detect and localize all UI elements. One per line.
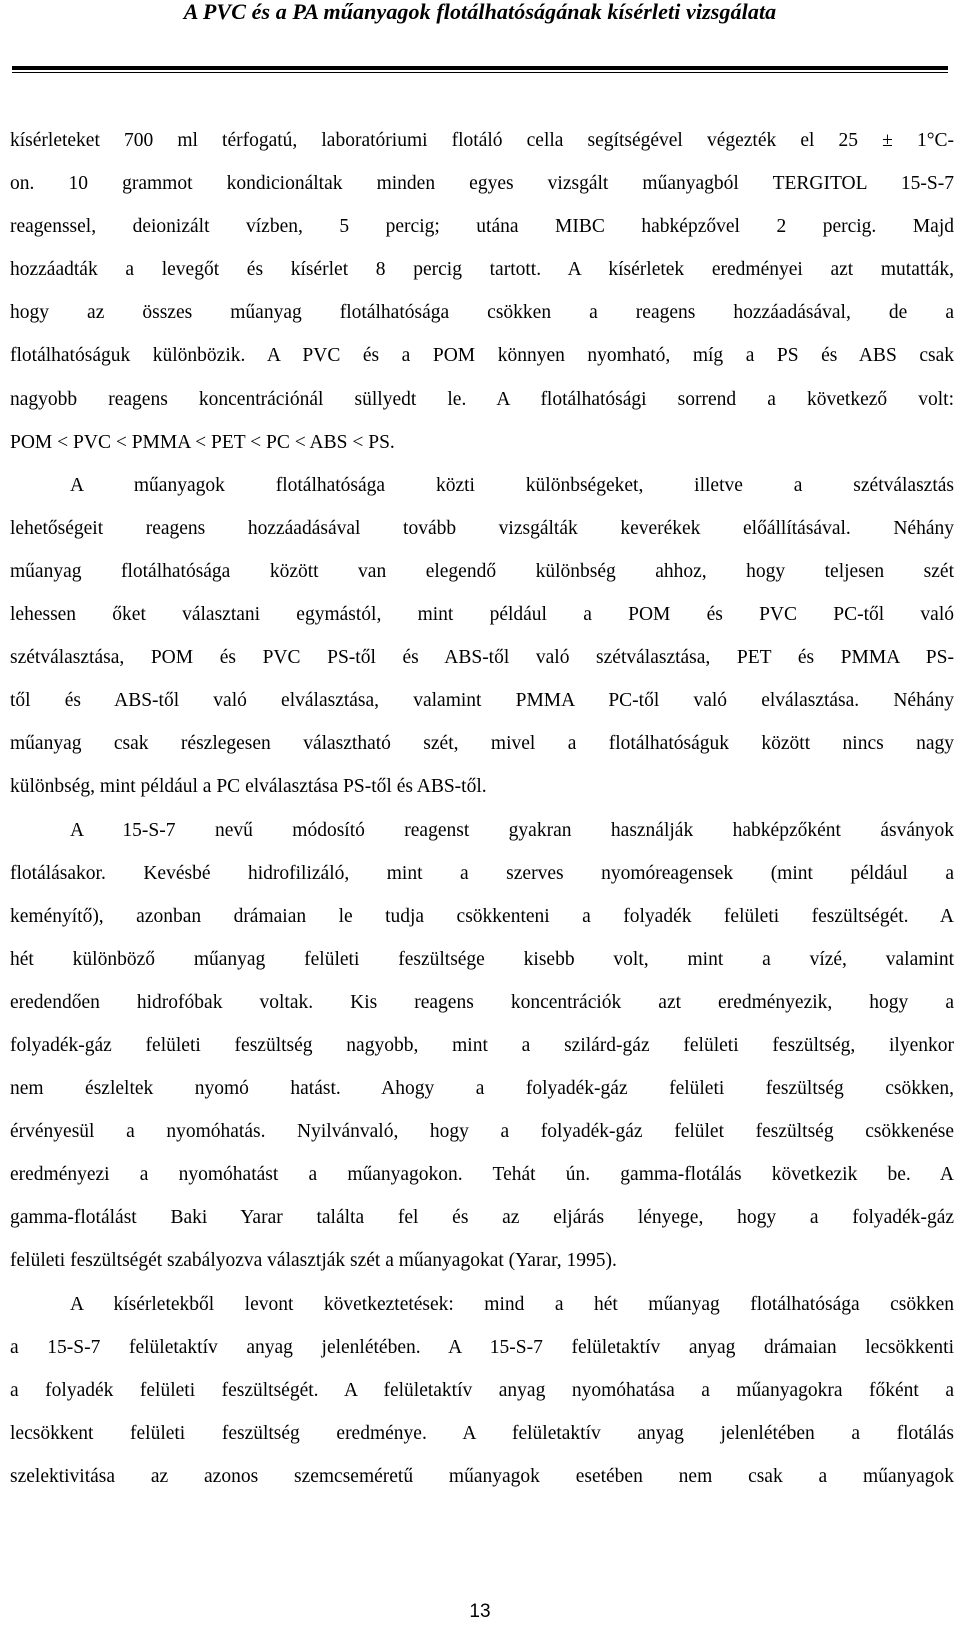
text-line: POM < PVC < PMMA < PET < PC < ABS < PS. <box>10 431 395 453</box>
text-line: on. 10 grammot kondicionáltak minden egyes vizsgált műanyagból TERGITOL 15-S-7 <box>10 173 954 195</box>
text-line: hogy az összes műanyag flotálhatósága csökken a reagens hozzáadásával, de a <box>10 302 954 324</box>
text-line: A 15-S-7 nevű módosító reagenst gyakran használják habképzőként ásványok <box>70 819 954 841</box>
text-line: flotálásakor. Kevésbé hidrofilizáló, mint a szerves nyomóreagensek (mint például a <box>10 862 954 884</box>
text-line: nagyobb reagens koncentrációnál süllyedt le. A flotálhatósági sorrend a következő volt: <box>10 388 954 410</box>
running-header-title: A PVC és a PA műanyagok flotálhatóságának kísérleti vizsgálata <box>183 0 777 24</box>
text-line: szelektivitása az azonos szemcseméretű műanyagok esetében nem csak a műanyagok <box>10 1465 954 1487</box>
text-line: hét különböző műanyag felületi feszültsége kisebb volt, mint a vízé, valamint <box>10 948 954 970</box>
text-line: műanyag csak részlegesen választható szét, mivel a flotálhatóságuk között nincs nagy <box>10 733 954 755</box>
text-line: A kísérletekből levont következtetések: mind a hét műanyag flotálhatósága csökken <box>70 1293 954 1315</box>
text-line: érvényesül a nyomóhatás. Nyilvánvaló, hogy a folyadék-gáz felület feszültség csökkenése <box>10 1121 954 1143</box>
text-line: műanyag flotálhatósága között van elegendő különbség ahhoz, hogy teljesen szét <box>10 560 954 582</box>
text-line: nem észleltek nyomó hatást. Ahogy a folyadék-gáz felületi feszültség csökken, <box>10 1078 954 1100</box>
page-number: 13 <box>469 1601 491 1622</box>
text-line: hozzáadták a levegőt és kísérlet 8 percig tartott. A kísérletek eredményei azt mutatták, <box>10 259 954 281</box>
text-line: gamma-flotálást Baki Yarar találta fel és az eljárás lényege, hogy a folyadék-gáz <box>10 1207 954 1229</box>
text-line: szétválasztása, POM és PVC PS-től és ABS-től való szétválasztása, PET és PMMA PS- <box>10 647 954 669</box>
text-line: a 15-S-7 felületaktív anyag jelenlétében. A 15-S-7 felületaktív anyag drámaian lecsökkenti <box>10 1336 954 1358</box>
text-line: különbség, mint például a PC elválasztása PS-től és ABS-től. <box>10 776 487 798</box>
text-line: a folyadék felületi feszültségét. A felületaktív anyag nyomóhatása a műanyagokra főként a <box>10 1379 954 1401</box>
text-line: eredményezi a nyomóhatást a műanyagokon. Tehát ún. gamma-flotálás következik be. A <box>10 1164 954 1186</box>
text-line: lecsökkent felületi feszültség eredménye. A felületaktív anyag jelenlétében a flotálás <box>10 1422 954 1444</box>
body-text <box>10 126 954 1505</box>
text-line: felületi feszültségét szabályozva választják szét a műanyagokat (Yarar, 1995). <box>10 1250 617 1272</box>
text-line: eredendően hidrofóbak voltak. Kis reagens koncentrációk azt eredményezik, hogy a <box>10 991 954 1013</box>
text-line: folyadék-gáz felületi feszültség nagyobb, mint a szilárd-gáz felületi feszültség, ilyenkor <box>10 1034 954 1056</box>
text-line: keményítő), azonban drámaian le tudja csökkenteni a folyadék felületi feszültségét. A <box>10 905 954 927</box>
text-line: lehessen őket választani egymástól, mint például a POM és PVC PC-től való <box>10 604 954 626</box>
text-line: A műanyagok flotálhatósága közti különbségeket, illetve a szétválasztás <box>70 474 954 496</box>
text-line: től és ABS-től való elválasztása, valamint PMMA PC-től való elválasztása. Néhány <box>10 690 954 712</box>
text-line: reagenssel, deionizált vízben, 5 percig; utána MIBC habképzővel 2 percig. Majd <box>10 216 954 238</box>
text-line: kísérleteket 700 ml térfogatú, laboratóriumi flotáló cella segítségével végezték el 25 ± 1°C- <box>10 130 954 151</box>
header-rule-thick <box>12 66 948 70</box>
text-line: lehetőségeit reagens hozzáadásával tovább vizsgálták keverékek előállításával. Néhány <box>10 517 954 539</box>
text-line: flotálhatóságuk különbözik. A PVC és a POM könnyen nyomható, míg a PS és ABS csak <box>10 345 954 367</box>
header-rule-thin <box>12 72 948 73</box>
running-header <box>0 0 960 25</box>
